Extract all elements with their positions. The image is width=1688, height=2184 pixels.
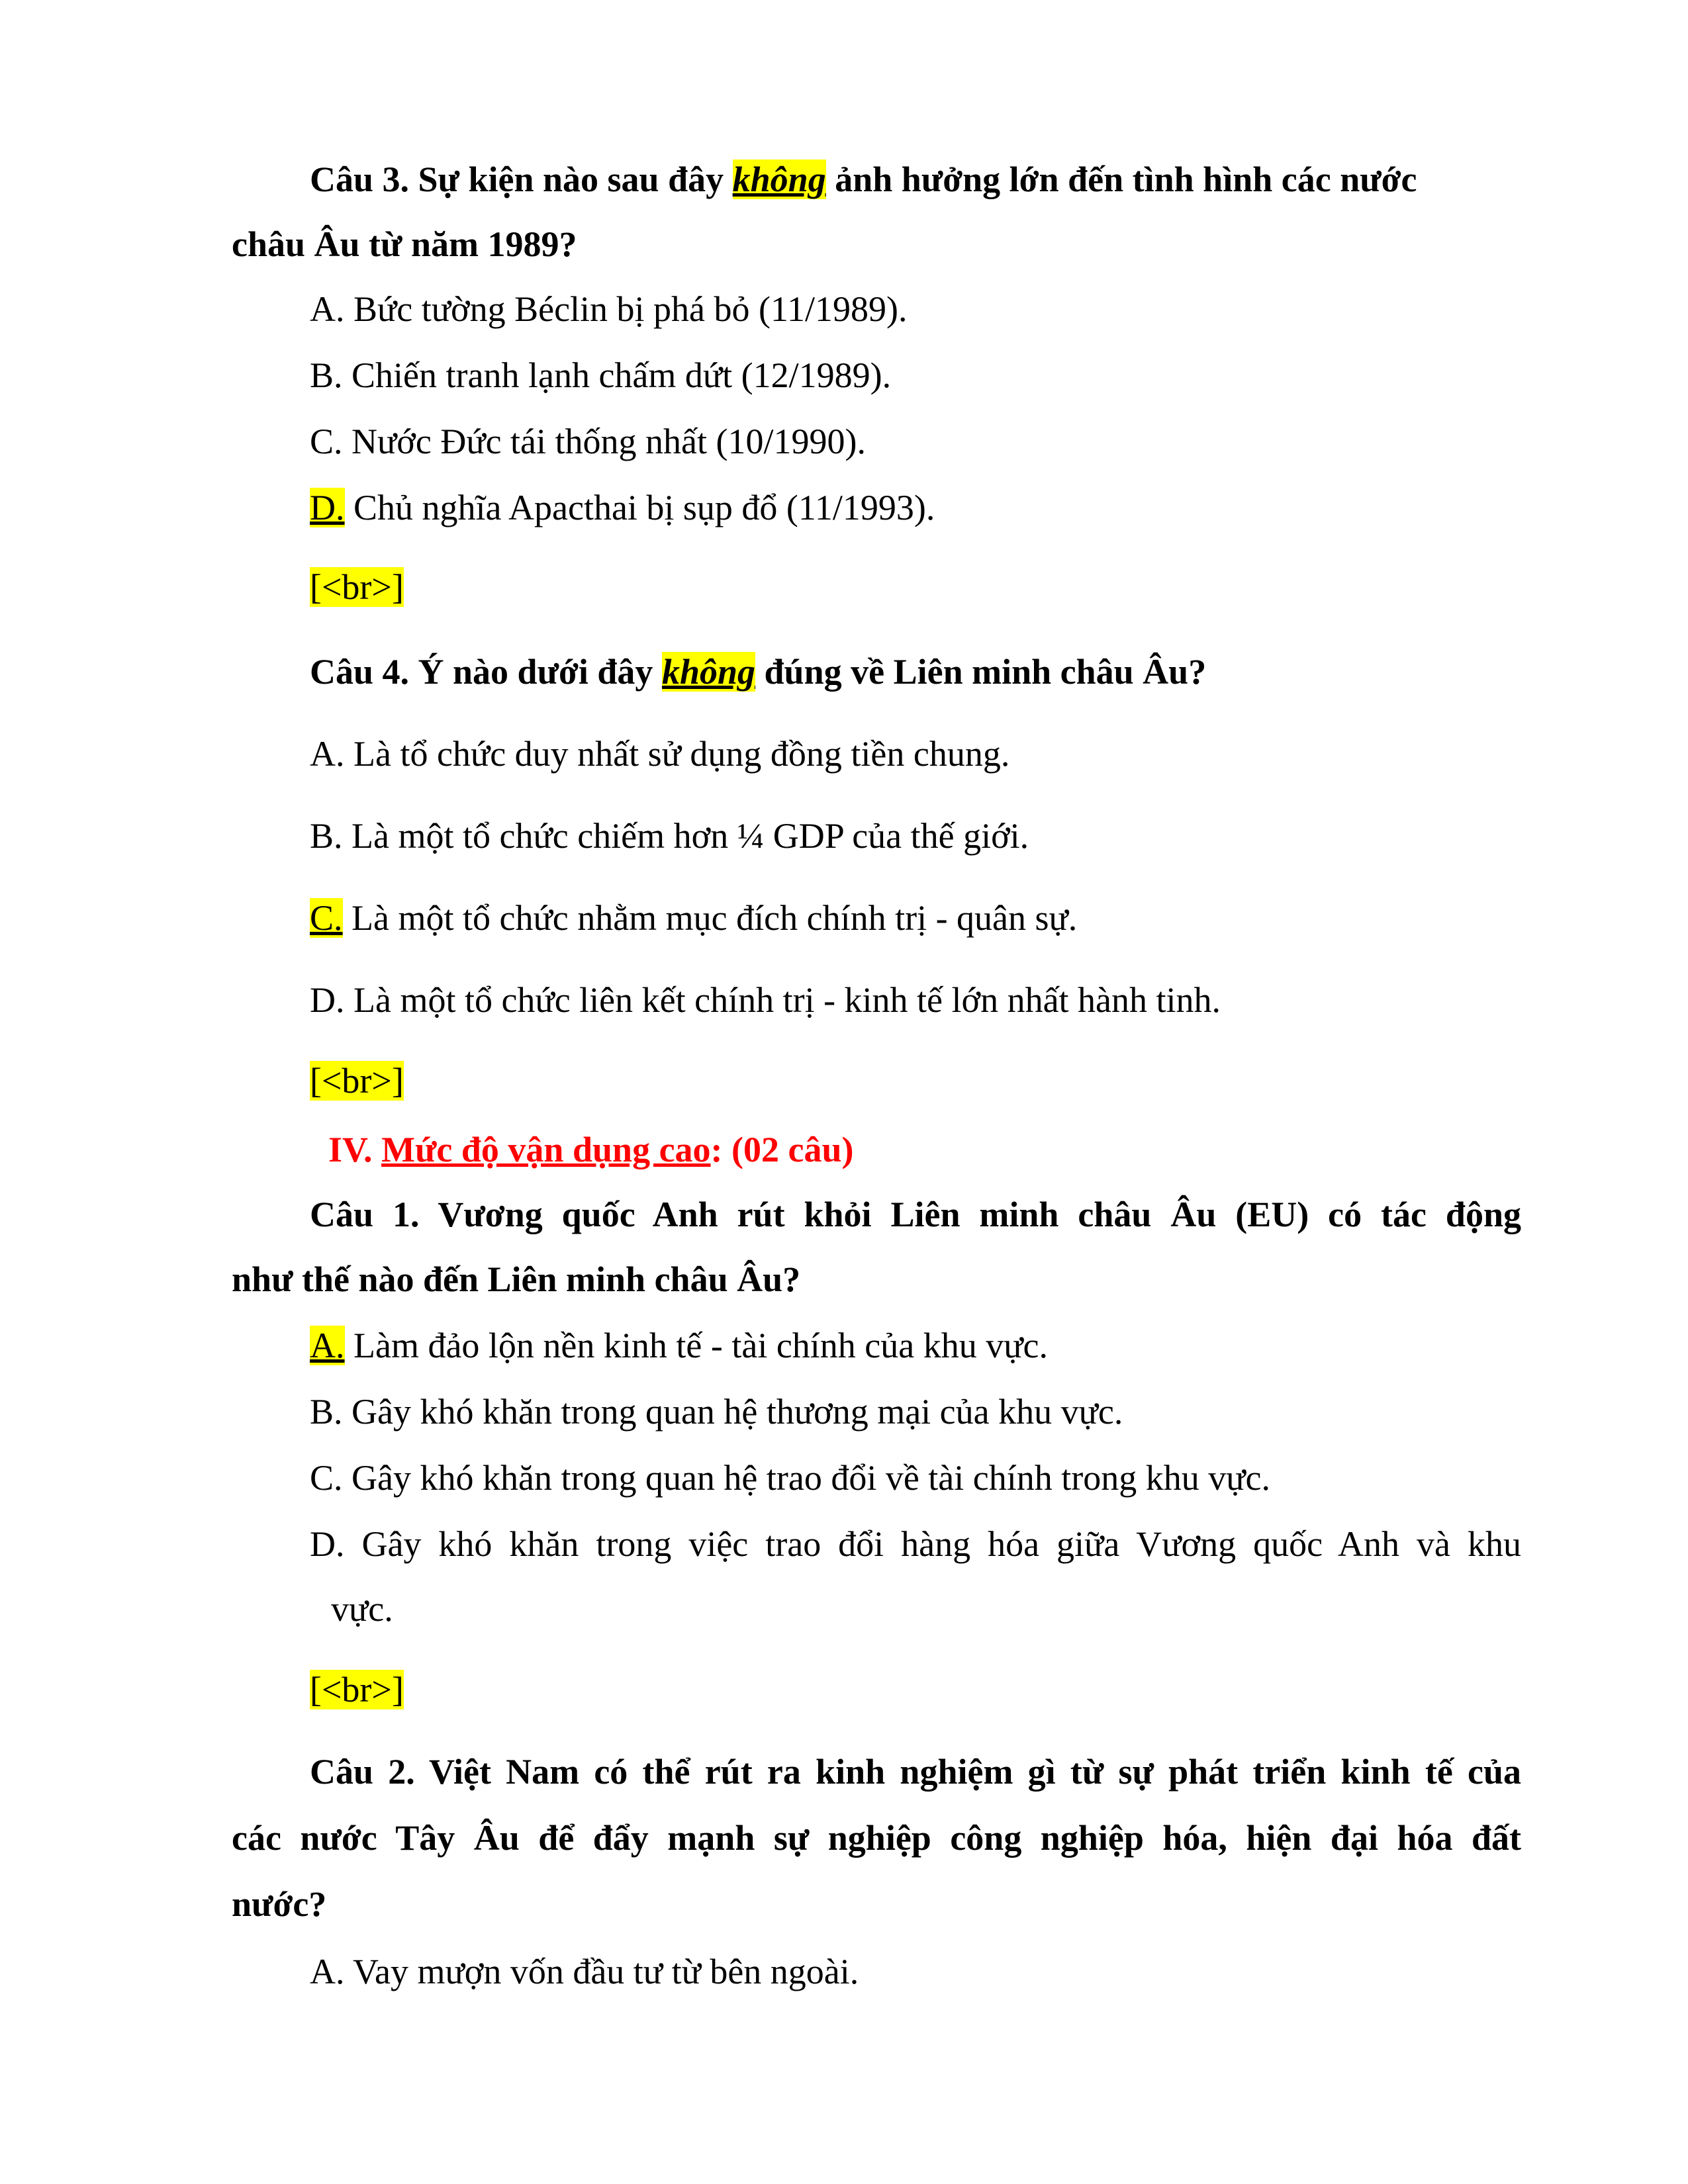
q2-stem-line3: nước? bbox=[232, 1884, 327, 1924]
q3-option-a: A. Bức tường Béclin bị phá bỏ (11/1989). bbox=[310, 289, 908, 329]
q3-answer-marker: D. bbox=[310, 488, 345, 527]
q1-option-b: B. Gây khó khăn trong quan hệ thương mại của khu vực. bbox=[310, 1392, 1123, 1432]
q4-keyword: không bbox=[661, 652, 756, 692]
q1-stem-line2: như thế nào đến Liên minh châu Âu? bbox=[232, 1259, 801, 1299]
q3-option-b: B. Chiến tranh lạnh chấm dứt (12/1989). bbox=[310, 355, 892, 395]
q2-option-a: A. Vay mượn vốn đầu tư từ bên ngoài. bbox=[310, 1952, 859, 1991]
q4-option-b: B. Là một tổ chức chiếm hơn ¼ GDP của thế giới. bbox=[310, 816, 1029, 856]
br-tag-3: [<br>] bbox=[310, 1670, 404, 1709]
q1-option-c: C. Gây khó khăn trong quan hệ trao đổi về tài chính trong khu vực. bbox=[310, 1458, 1270, 1498]
br-tag-1: [<br>] bbox=[310, 567, 404, 607]
q2-stem-line1: Câu 2. Việt Nam có thể rút ra kinh nghiệm gì từ sự phát triển kinh tế của bbox=[310, 1752, 1521, 1792]
q3-option-c: C. Nước Đức tái thống nhất (10/1990). bbox=[310, 422, 866, 461]
q2-stem-line2: các nước Tây Âu để đẩy mạnh sự nghiệp công nghiệp hóa, hiện đại hóa đất bbox=[232, 1818, 1521, 1858]
q3-option-d: D. Chủ nghĩa Apacthai bị sụp đổ (11/1993). bbox=[310, 488, 935, 527]
q1-answer-marker: A. bbox=[310, 1326, 345, 1365]
q4-option-a: A. Là tổ chức duy nhất sử dụng đồng tiền chung. bbox=[310, 734, 1010, 774]
q1-stem-line1: Câu 1. Vương quốc Anh rút khỏi Liên minh châu Âu (EU) có tác động bbox=[310, 1195, 1521, 1234]
q1-option-d: D. Gây khó khăn trong việc trao đổi hàng hóa giữa Vương quốc Anh và khu bbox=[310, 1524, 1521, 1564]
q4-option-c: C. Là một tổ chức nhằm mục đích chính trị - quân sự. bbox=[310, 898, 1078, 938]
q4-option-d: D. Là một tổ chức liên kết chính trị - kinh tế lớn nhất hành tinh. bbox=[310, 980, 1221, 1020]
br-tag-2: [<br>] bbox=[310, 1061, 404, 1101]
section-heading: IV. Mức độ vận dụng cao: (02 câu) bbox=[328, 1130, 854, 1169]
q4-stem-line1: Câu 4. Ý nào dưới đây không đúng về Liên minh châu Âu? bbox=[310, 652, 1207, 692]
q4-answer-marker: C. bbox=[310, 898, 343, 938]
q3-keyword: không bbox=[732, 159, 826, 199]
q1-option-a: A. Làm đảo lộn nền kinh tế - tài chính của khu vực. bbox=[310, 1326, 1048, 1365]
q3-stem-line1: Câu 3. Sự kiện nào sau đây không ảnh hưởng lớn đến tình hình các nước bbox=[310, 159, 1417, 199]
q3-stem-line2: châu Âu từ năm 1989? bbox=[232, 224, 577, 264]
q1-option-d-cont: vực. bbox=[331, 1589, 393, 1629]
